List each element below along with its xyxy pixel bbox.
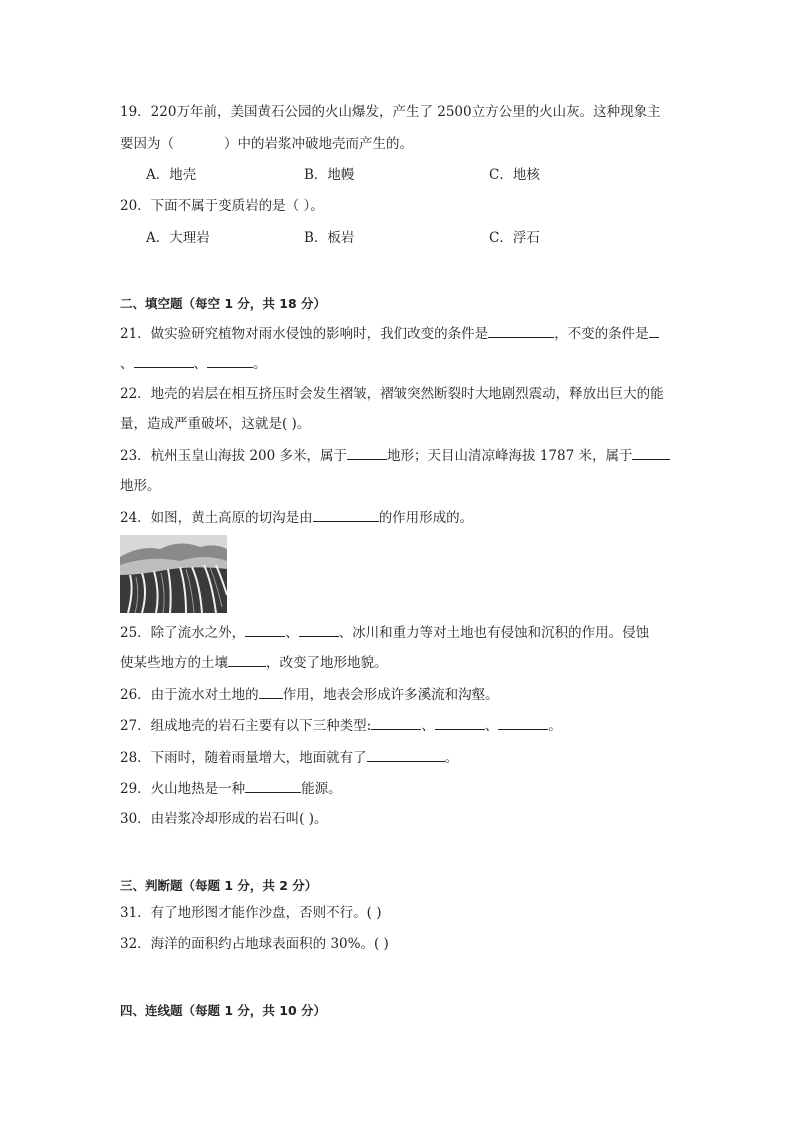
q27-text-d: 。 bbox=[548, 718, 562, 734]
q24-blank[interactable] bbox=[313, 509, 379, 522]
q21-blank-2[interactable] bbox=[649, 325, 659, 338]
q27-blank-1[interactable] bbox=[371, 717, 421, 730]
q25-blank-2[interactable] bbox=[299, 624, 339, 637]
q24-text-b: 的作用形成的。 bbox=[378, 510, 474, 526]
q25-text-e: ，改变了地形地貌。 bbox=[266, 655, 388, 671]
q25-text-b: 、 bbox=[285, 625, 299, 641]
q29-blank[interactable] bbox=[245, 780, 301, 793]
q32-line: 32．海洋的面积约占地球表面积的 30%。( ) bbox=[120, 936, 389, 952]
q25-line1 bbox=[120, 624, 649, 641]
q25-line2 bbox=[120, 654, 388, 671]
q22-line1: 22．地壳的岩层在相互挤压时会发生褶皱，褶皱突然断裂时大地剧烈震动，释放出巨大的能 bbox=[120, 386, 664, 402]
q25-blank-3[interactable] bbox=[228, 654, 266, 667]
q23-blank-1[interactable] bbox=[347, 447, 387, 460]
q21-blank-3[interactable] bbox=[134, 355, 194, 368]
q20-option-a[interactable]: A．大理岩 bbox=[146, 230, 210, 246]
q27-blank-2[interactable] bbox=[435, 717, 485, 730]
q30-line: 30．由岩浆冷却形成的岩石叫( )。 bbox=[120, 811, 328, 827]
q19-option-c[interactable]: C．地核 bbox=[489, 167, 540, 183]
q28-text-b: 。 bbox=[444, 750, 459, 766]
q21-text-d: 、 bbox=[193, 356, 207, 372]
q21-text-a: 21．做实验研究植物对雨水侵蚀的影响时，我们改变的条件是 bbox=[120, 326, 489, 342]
q21-text-c: 、 bbox=[120, 356, 134, 372]
q20-stem: 20．下面不属于变质岩的是（ ）。 bbox=[120, 198, 324, 214]
q19-option-a[interactable]: A．地壳 bbox=[146, 167, 197, 183]
q21-blank-1[interactable] bbox=[488, 325, 554, 338]
q21-blank-4[interactable] bbox=[207, 355, 253, 368]
q19-line2 bbox=[120, 136, 413, 152]
section-true-false-title: 三、判断题（每题 1 分，共 2 分） bbox=[120, 878, 318, 893]
q25-text-a: 25．除了流水之外， bbox=[120, 625, 246, 641]
q28-blank[interactable] bbox=[367, 749, 445, 762]
q28-text-a: 28．下雨时，随着雨量增大，地面就有了 bbox=[120, 750, 367, 766]
q27-text-c: 、 bbox=[484, 718, 499, 734]
q24-text-a: 24．如图，黄土高原的切沟是由 bbox=[120, 510, 313, 526]
q23-text-b: 地形；天目山清凉峰海拔 1787 米，属于 bbox=[387, 448, 633, 464]
q22-line2: 量，造成严重破坏，这就是( )。 bbox=[120, 416, 311, 432]
q20-option-b[interactable]: B．板岩 bbox=[304, 230, 355, 246]
q25-text-c: 、冰川和重力等对土地也有侵蚀和沉积的作用。侵蚀 bbox=[338, 625, 650, 641]
q29-text-b: 能源。 bbox=[301, 781, 342, 797]
q26-line bbox=[120, 686, 499, 703]
q26-text-b: 作用，地表会形成许多溪流和沟壑。 bbox=[282, 687, 499, 703]
q29-text-a: 29．火山地热是一种 bbox=[120, 781, 246, 797]
q21-text-b: ，不变的条件是 bbox=[554, 326, 649, 342]
q21-line1 bbox=[120, 325, 659, 342]
gully-photo-drawing bbox=[120, 535, 227, 613]
q29-line bbox=[120, 780, 342, 797]
q23-line2: 地形。 bbox=[120, 478, 161, 494]
q27-line bbox=[120, 717, 562, 734]
q24-line bbox=[120, 509, 473, 526]
q31-line: 31．有了地形图才能作沙盘，否则不行。( ) bbox=[120, 905, 382, 921]
q27-blank-3[interactable] bbox=[498, 717, 548, 730]
q21-line2 bbox=[120, 355, 267, 372]
q19-text-a: 要因为（ bbox=[120, 136, 174, 152]
q19-text-b: ）中的岩浆冲破地壳而产生的。 bbox=[224, 136, 413, 152]
q21-text-e: 。 bbox=[253, 356, 267, 372]
section-matching-title: 四、连线题（每题 1 分，共 10 分） bbox=[120, 1003, 327, 1018]
q23-blank-2[interactable] bbox=[632, 447, 670, 460]
q27-text-b: 、 bbox=[421, 718, 435, 734]
q25-text-d: 使某些地方的土壤 bbox=[120, 655, 228, 671]
q20-option-c[interactable]: C．浮石 bbox=[489, 230, 540, 246]
q25-blank-1[interactable] bbox=[245, 624, 285, 637]
loess-plateau-gully-photo bbox=[120, 535, 227, 613]
section-fill-in-title: 二、填空题（每空 1 分，共 18 分） bbox=[120, 296, 327, 311]
q28-line bbox=[120, 749, 458, 766]
q27-text-a: 27．组成地壳的岩石主要有以下三种类型: bbox=[120, 718, 372, 734]
q23-text-a: 23．杭州玉皇山海拔 200 多米，属于 bbox=[120, 448, 348, 464]
q19-line1: 19．220万年前，美国黄石公园的火山爆发，产生了 2500立方公里的火山灰。这种现象主 bbox=[120, 104, 661, 120]
q26-text-a: 26．由于流水对土地的 bbox=[120, 687, 259, 703]
q26-blank[interactable] bbox=[259, 686, 283, 699]
q19-option-b[interactable]: B．地幔 bbox=[304, 167, 355, 183]
q23-line1 bbox=[120, 447, 670, 464]
